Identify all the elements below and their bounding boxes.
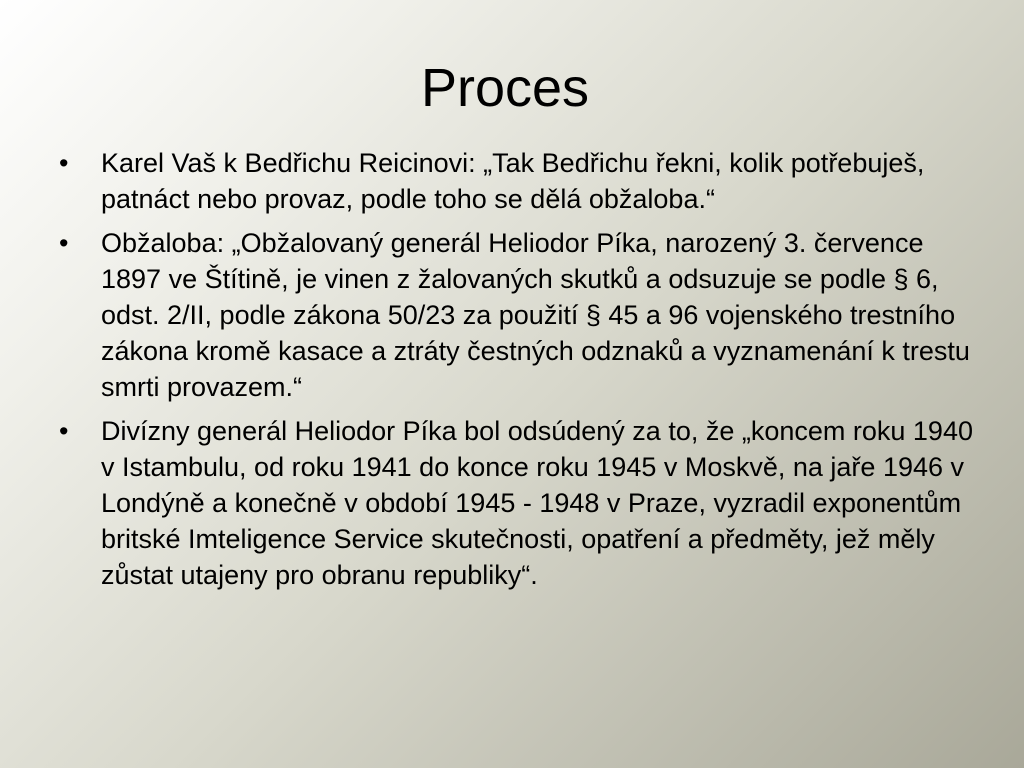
bullet-dot-icon: • bbox=[59, 416, 69, 446]
bullet-list bbox=[55, 145, 975, 601]
bullet-item bbox=[55, 413, 975, 593]
bullet-text: Divízny generál Heliodor Píka bol odsúdený za to, že „koncem roku 1940 v Istambulu, od roku 1941 do konce roku 1945 v Moskvě, na jaře 1946 v Londýně a konečně v období 1945 - 1948 v Praze, vyzradil exponentům britské Imteligence Service skutečnosti, opatření a předměty, jež měly zůstat utajeny pro obranu republiky“. bbox=[101, 416, 973, 590]
bullet-item bbox=[55, 225, 975, 405]
bullet-text: Karel Vaš k Bedřichu Reicinovi: „Tak Bedřichu řekni, kolik potřebuješ, patnáct nebo provaz, podle toho se dělá obžaloba.“ bbox=[101, 148, 925, 214]
bullet-dot-icon: • bbox=[59, 228, 69, 258]
bullet-text: Obžaloba: „Obžalovaný generál Heliodor Píka, narozený 3. července 1897 ve Štítině, je vinen z žalovaných skutků a odsuzuje se podle § 6, odst. 2/II, podle zákona 50/23 za použití § 45 a 96 vojenského trestního zákona kromě kasace a ztráty čestných odznaků a vyznamenání k trestu smrti provazem.“ bbox=[101, 228, 970, 402]
bullet-item bbox=[55, 145, 975, 217]
slide-title: Proces bbox=[420, 58, 590, 118]
bullet-dot-icon: • bbox=[59, 148, 69, 178]
